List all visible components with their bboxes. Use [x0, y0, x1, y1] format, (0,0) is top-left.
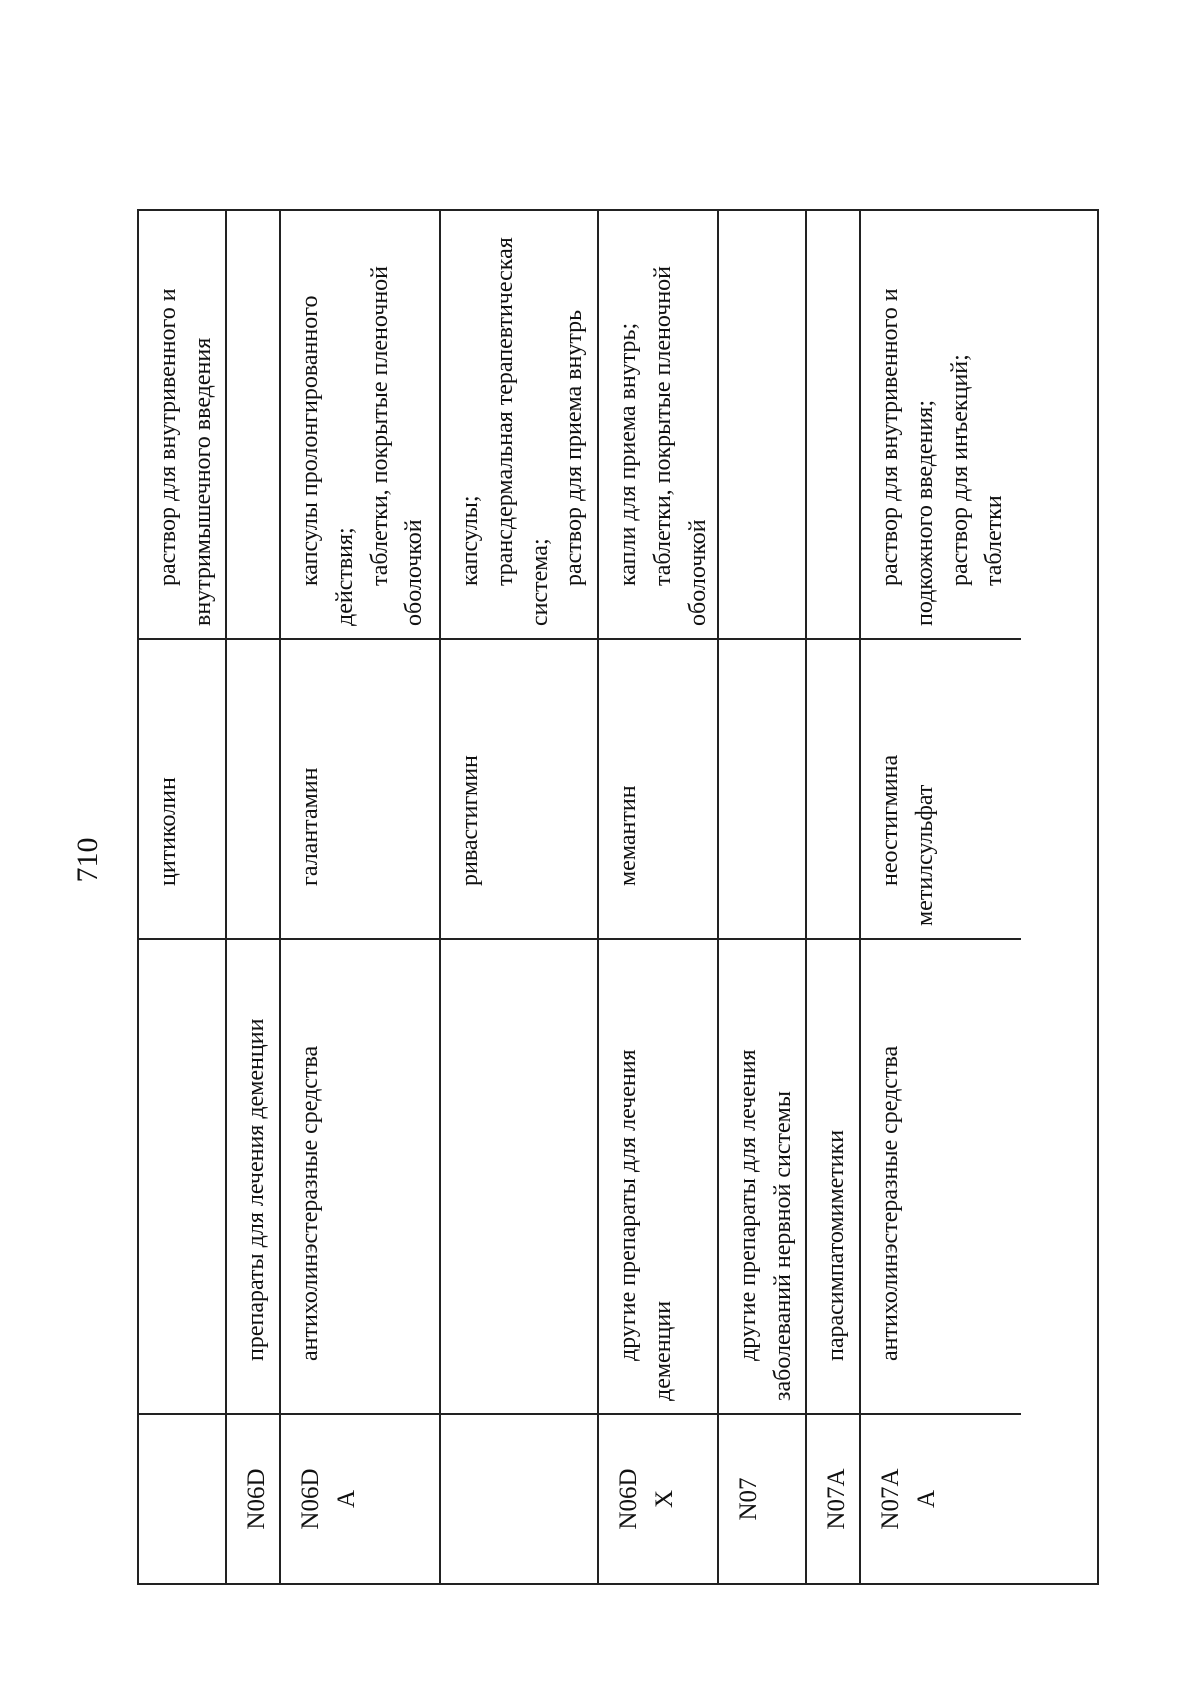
dosage-forms-cell — [441, 211, 597, 638]
dosage-forms-cell — [599, 211, 717, 638]
dosage-forms-cell — [807, 211, 859, 638]
drug-group-text: другие препараты для лечения заболеваний нервной системы — [735, 1049, 796, 1401]
drug-group-cell — [719, 938, 805, 1413]
atc-code-cell — [599, 1413, 717, 1583]
atc-code-cell — [441, 1413, 597, 1583]
dosage-forms-cell — [719, 211, 805, 638]
table-row — [281, 211, 441, 1583]
atc-code-text: N06D — [297, 1468, 324, 1530]
drug-group-cell — [281, 938, 439, 1413]
drug-group-text: антихолинэстеразные средства — [877, 1045, 903, 1361]
table-row — [861, 211, 1021, 1583]
drug-group-cell — [807, 938, 859, 1413]
drug-group-cell — [861, 938, 1021, 1413]
dosage-forms-cell — [281, 211, 439, 638]
atc-code-cell — [227, 1413, 279, 1583]
dosage-form-text: капсулы; — [457, 495, 483, 586]
atc-code-cell — [139, 1413, 225, 1583]
atc-code-cell — [807, 1413, 859, 1583]
drug-group-cell — [599, 938, 717, 1413]
table-frame — [137, 209, 1099, 1585]
dosage-form-text: трансдермальная терапевтическая система; — [491, 237, 553, 626]
drug-name-text: мемантин — [615, 785, 641, 886]
drug-group-cell — [139, 938, 225, 1413]
dosage-forms-cell — [861, 211, 1021, 638]
table-row — [719, 211, 807, 1583]
table-row — [441, 211, 599, 1583]
page-number-text: 710 — [71, 837, 104, 883]
atc-code-cell — [861, 1413, 1021, 1583]
atc-code-text: N07A — [877, 1468, 904, 1530]
drug-name-cell — [861, 638, 1021, 938]
drug-classification-table — [137, 209, 1099, 1585]
table-row — [227, 211, 281, 1583]
drug-name-text: цитиколин — [155, 777, 181, 886]
dosage-form-text: таблетки, покрытые пленочной оболочкой — [366, 265, 428, 626]
atc-code-text: X — [651, 1489, 679, 1509]
drug-name-cell — [281, 638, 439, 938]
drug-group-text: антихолинэстеразные средства — [297, 1045, 323, 1361]
drug-name-cell — [441, 638, 597, 938]
drug-group-text: другие препараты для лечения деменции — [615, 1049, 676, 1401]
dosage-forms-cell — [227, 211, 279, 638]
drug-name-text: галантамин — [297, 767, 323, 886]
table-row — [599, 211, 719, 1583]
atc-code-text: A — [333, 1489, 361, 1509]
drug-name-cell — [807, 638, 859, 938]
dosage-form-text: раствор для внутривенного и внутримышечного введения — [155, 288, 216, 626]
dosage-forms-cell — [139, 211, 225, 638]
drug-name-text: неостигмина метилсульфат — [877, 754, 938, 926]
atc-code-text: N07 — [735, 1477, 762, 1521]
drug-name-cell — [719, 638, 805, 938]
atc-code-text: N07A — [823, 1468, 850, 1530]
dosage-form-text: капли для приема внутрь; — [615, 322, 641, 586]
atc-code-text: N06D — [615, 1468, 642, 1530]
drug-group-cell — [441, 938, 597, 1413]
dosage-form-text: раствор для приема внутрь — [561, 309, 588, 586]
atc-code-text: A — [913, 1489, 941, 1509]
atc-code-text: N06D — [243, 1468, 270, 1530]
drug-name-cell — [227, 638, 279, 938]
dosage-form-text: раствор для инъекций; — [946, 354, 973, 586]
drug-name-cell — [599, 638, 717, 938]
drug-group-text: парасимпатомиметики — [823, 1129, 849, 1361]
dosage-form-text: таблетки, покрытые пленочной оболочкой — [649, 265, 711, 626]
dosage-form-text: раствор для внутривенного и подкожного введения; — [877, 288, 938, 626]
atc-code-cell — [281, 1413, 439, 1583]
dosage-form-text: капсулы пролонгированного действия; — [297, 295, 358, 626]
drug-group-cell — [227, 938, 279, 1413]
drug-name-text: ривастигмин — [457, 755, 483, 886]
atc-code-cell — [719, 1413, 805, 1583]
drug-name-cell — [139, 638, 225, 938]
drug-group-text: препараты для лечения деменции — [243, 1018, 269, 1361]
table-row — [807, 211, 861, 1583]
table-row — [139, 211, 227, 1583]
dosage-form-text: таблетки — [981, 495, 1008, 586]
